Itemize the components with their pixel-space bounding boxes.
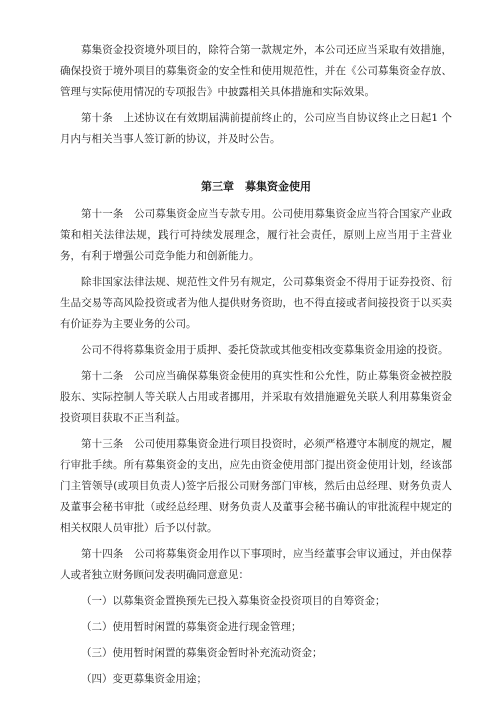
- paragraph-article-11-exception: 除非国家法律法规、规范性文件另有规定，公司募集资金不得用于证券投资、衍生品交易等高风险投资或者为他人提供财务资助，也不得直接或者间接投资于以买卖有价证券为主要业务的公司。: [60, 276, 452, 330]
- list-item-1: （一）以募集资金置换预先已投入募集资金投资项目的自筹资金；: [81, 595, 386, 607]
- paragraph-overseas-projects: 募集资金投资境外项目的，除符合第一款规定外，本公司还应当采取有效措施，确保投资于境外项目的募集资金的安全性和使用规范性，并在《公司募集资金存放、管理与实际使用情况的专项报告》中披露相关具体措施和实际效果。: [60, 44, 452, 98]
- paragraph-article-12: 第十二条 公司应当确保募集资金使用的真实性和公允性，防止募集资金被控股股东、实际控制人等关联人占用或者挪用，并采取有效措施避免关联人利用募集资金投资项目获取不正当利益。: [60, 370, 452, 424]
- paragraph-article-10: 第十条 上述协议在有效期届满前提前终止的，公司应当自协议终止之日起1 个月内与相关当事人签订新的协议，并及时公告。: [60, 112, 452, 145]
- list-item-2: （二）使用暂时闲置的募集资金进行现金管理；: [81, 621, 302, 633]
- paragraph-article-11: 第十一条 公司募集资金应当专款专用。公司使用募集资金应当符合国家产业政策和相关法律法规，践行可持续发展理念，履行社会责任，原则上应当用于主营业务，有利于增强公司竞争能力和创新能力。: [60, 208, 452, 262]
- paragraph-article-14: 第十四条 公司将募集资金用作以下事项时，应当经董事会审议通过，并由保荐人或者独立财务顾问发表明确同意意见：: [60, 548, 452, 581]
- paragraph-article-13: 第十三条 公司使用募集资金进行项目投资时，必须严格遵守本制度的规定，履行审批手续。所有募集资金的支出，应先由资金使用部门提出资金使用计划，经该部门主管领导(或项目负责人)签字后报公司财务部门审核，然后由总经理、财务负责人及董事会秘书审批（或经总经理、财务负责人及董事会秘书确认的审批流程中规定的相关权限人员审批）后予以付款。: [60, 438, 452, 534]
- list-item-3: （三）使用暂时闲置的募集资金暂时补充流动资金；: [81, 647, 323, 659]
- list-item-4: （四）变更募集资金用途；: [81, 673, 207, 685]
- chapter-title: 第三章 募集资金使用: [201, 180, 311, 193]
- paragraph-article-11-prohibition: 公司不得将募集资金用于质押、委托贷款或其他变相改变募集资金用途的投资。: [81, 344, 449, 356]
